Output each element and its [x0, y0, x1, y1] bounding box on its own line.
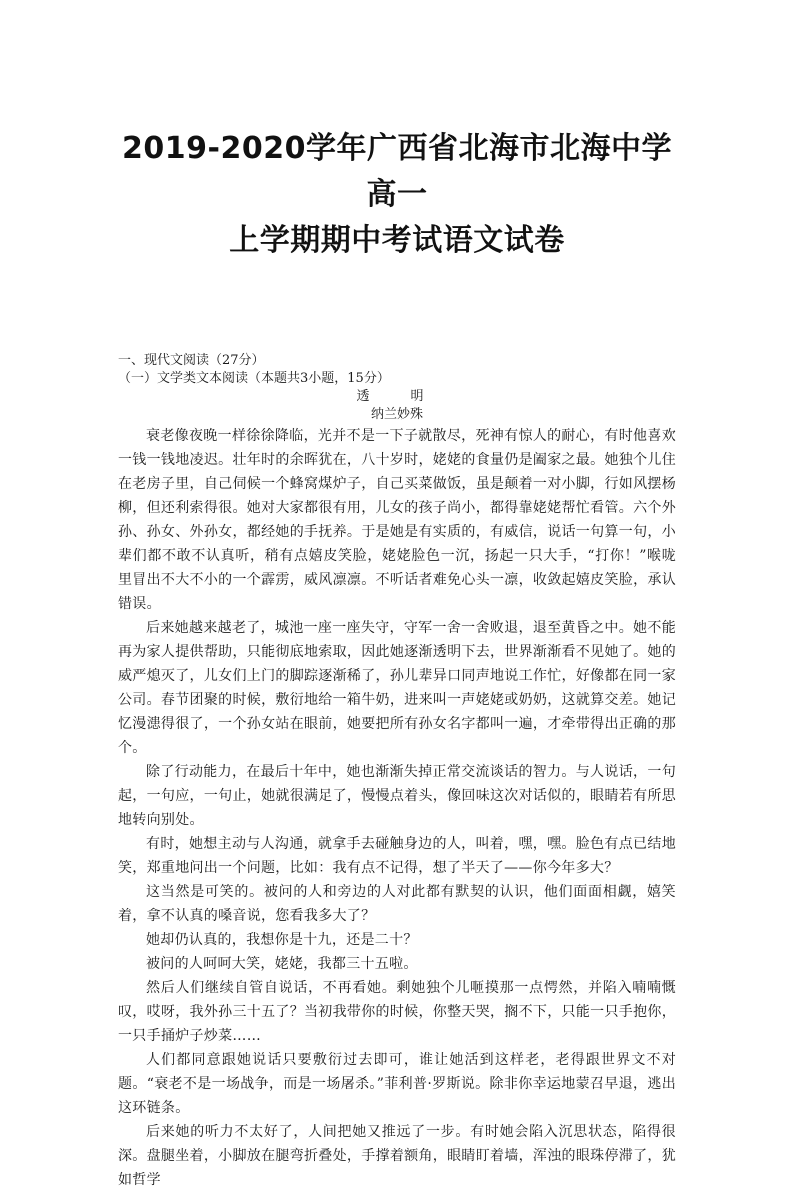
paragraph-9: 人们都同意跟她说话只要敷衍过去即可，谁让她活到这样老，老得跟世界文不对题。“衰老不是一场战争，而是一场屠杀。”菲利普·罗斯说。除非你幸运地蒙召早退，逃出这环链条。	[118, 1052, 676, 1116]
title-line-2: 上学期期中考试语文试卷	[229, 223, 565, 258]
paragraph-8: 然后人们继续自管自说话，不再看她。剩她独个儿咂摸那一点愕然，并陷入喃喃慨叹，哎呀，我外孙三十五了？当初我带你的时候，你整天哭，搁不下，只能一只手抱你，一只手捅炉子炒菜……	[118, 980, 676, 1044]
paragraph-4: 有时，她想主动与人沟通，就拿手去碰触身边的人，叫着，嘿，嘿。脸色有点已结地笑，郑重地问出一个问题，比如：我有点不记得，想了半天了——你今年多大？	[118, 836, 676, 876]
document-title	[118, 0, 676, 264]
section-heading: 一、现代文阅读（27分）	[118, 353, 265, 368]
subsection-heading: （一）文学类文本阅读（本题共3小题，15分）	[118, 371, 390, 386]
paragraph-2: 后来她越来越老了，城池一座一座失守，守军一舍一舍败退，退至黄昏之中。她不能再为家人提供帮助，只能彻底地索取，因此她逐渐透明下去，世界渐渐看不见她了。她的威严熄灭了，儿女们上门的脚踪逐渐稀了，孙儿辈异口同声地说工作忙，好像都在同一家公司。春节团聚的时候，敷衍地给一箱牛奶，进来叫一声姥姥或奶奶，这就算交差。她记忆漫漶得很了，一个孙女站在眼前，她要把所有孙女名字都叫一遍，才牵带得出正确的那个。	[118, 620, 676, 756]
document-body	[118, 352, 676, 1192]
paragraph-10: 后来她的听力不太好了，人间把她又推远了一步。有时她会陷入沉思状态，陷得很深。盘腿坐着，小脚放在腿弯折叠处，手撑着额角，眼睛盯着墙，浑浊的眼珠停滞了，犹如哲学	[118, 1124, 676, 1188]
title-line-1: 2019-2020学年广西省北海市北海中学高一	[122, 131, 672, 212]
paragraph-7: 被问的人呵呵大笑，姥姥，我都三十五啦。	[146, 956, 418, 972]
paragraph-6: 她却仍认真的，我想你是十九，还是二十？	[146, 932, 418, 948]
paragraph-3: 除了行动能力，在最后十年中，她也渐渐失掉正常交流谈话的智力。与人说话，一句起，一句应，一句止，她就很满足了，慢慢点着头，像回味这次对话似的，眼睛若有所思地转向别处。	[118, 764, 676, 828]
article-title: 透 明	[356, 389, 438, 404]
article-author: 纳兰妙殊	[370, 407, 423, 422]
paragraph-5: 这当然是可笑的。被问的人和旁边的人对此都有默契的认识，他们面面相觑，嬉笑着，拿不认真的嗓音说，您看我多大了？	[118, 884, 676, 924]
paragraph-1: 衰老像夜晚一样徐徐降临，光并不是一下子就散尽，死神有惊人的耐心，有时他喜欢一钱一钱地凌迟。壮年时的余晖犹在，八十岁时，姥姥的食量仍是阖家之最。她独个儿住在老房子里，自己伺候一个蜂窝煤炉子，自己买菜做饭，虽是颠着一对小脚，行如风摆杨柳，但还利索得很。她对大家都很有用，儿女的孩子尚小，都得靠姥姥帮忙看管。六个外孙、孙女、外孙女，都经她的手抚养。于是她是有实质的，有威信，说话一句算一句，小辈们都不敢不认真听，稍有点嬉皮笑脸，姥姥脸色一沉，扬起一只大手，“打你！”喉咙里冒出不大不小的一个霹雳，威风凛凛。不听话者难免心头一凛，收敛起嬉皮笑脸，承认错误。	[118, 428, 676, 612]
